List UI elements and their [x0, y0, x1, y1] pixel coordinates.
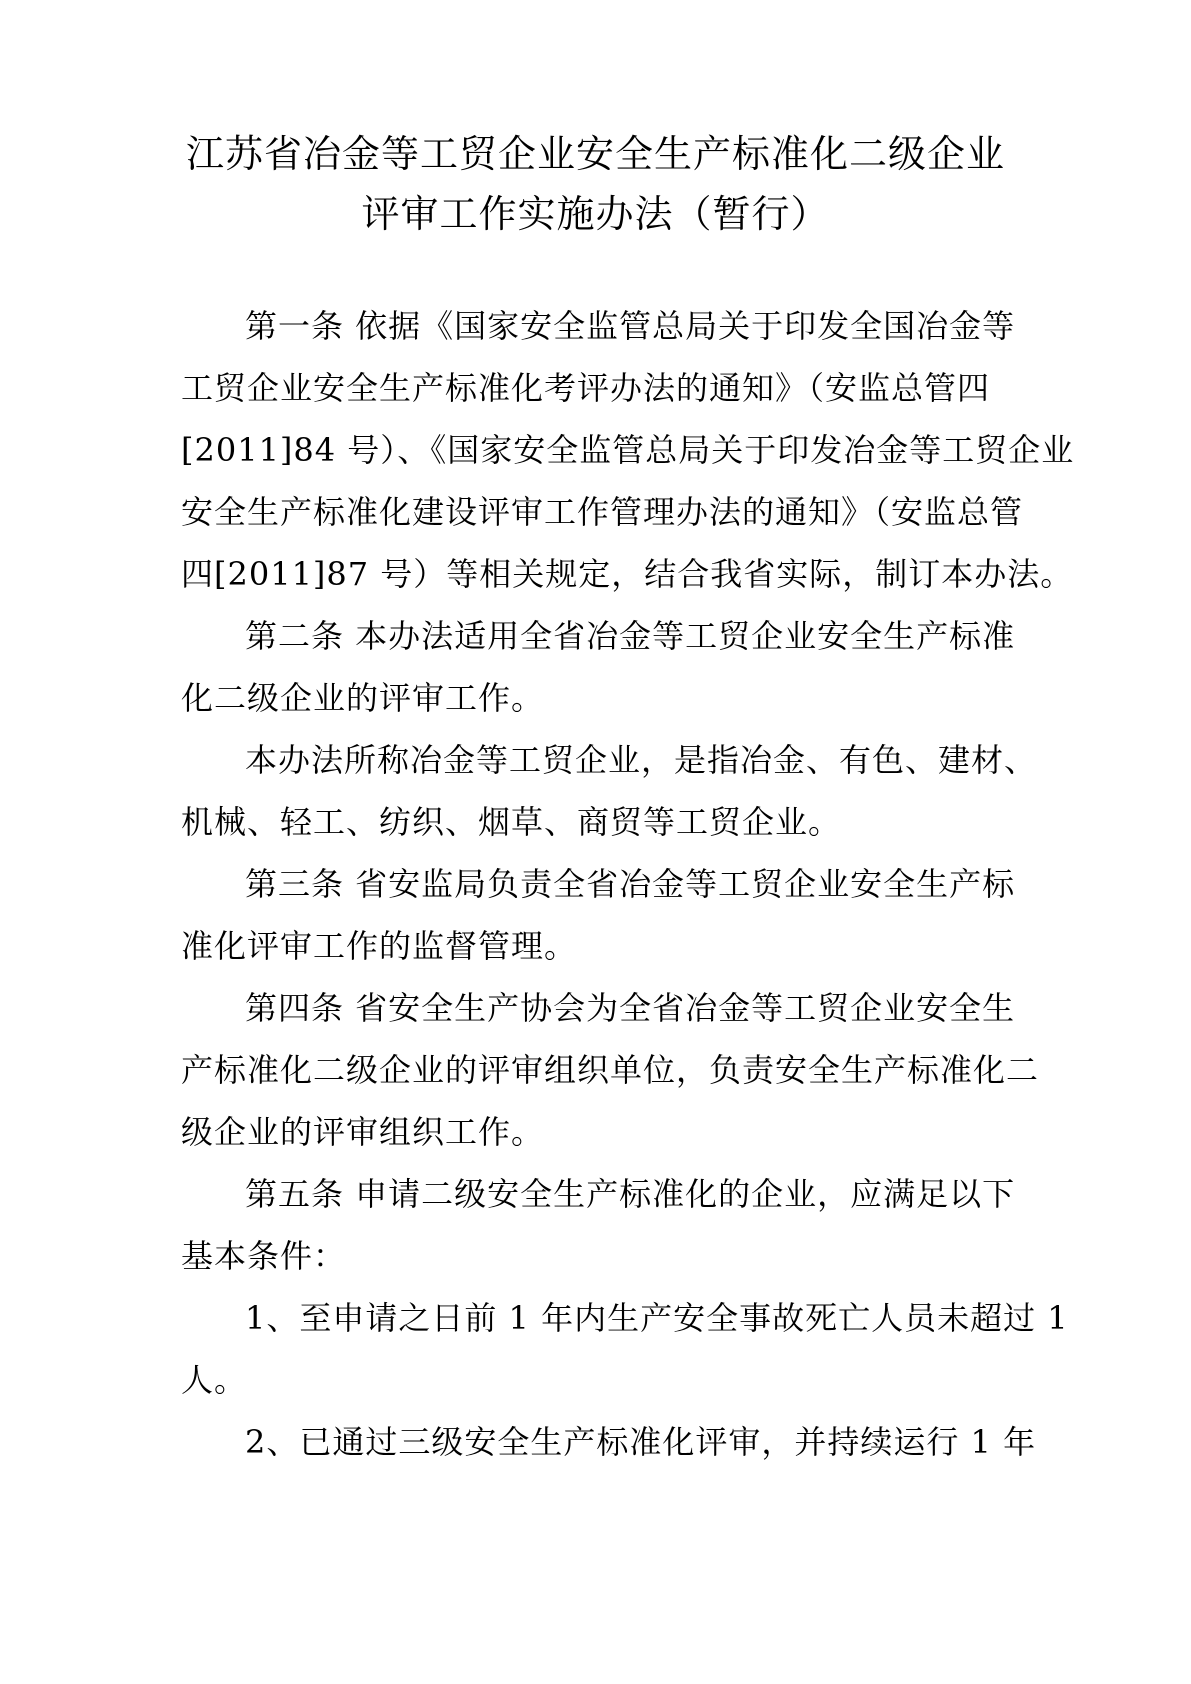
condition-1-line-1: 1、至申请之日前 1 年内生产安全事故死亡人员未超过 1 — [245, 1299, 1069, 1337]
article-1-line-3: [2011]84 号）、《国家安全监管总局关于印发冶金等工贸企业 — [181, 431, 1075, 469]
article-2-definition-line-2: 机械、轻工、纺织、烟草、商贸等工贸企业。 — [181, 803, 842, 841]
article-2-line-2: 化二级企业的评审工作。 — [181, 679, 545, 717]
article-4-line-2: 产标准化二级企业的评审组织单位，负责安全生产标准化二 — [181, 1051, 1040, 1089]
article-1-line-1: 第一条 依据《国家安全监管总局关于印发全国冶金等 — [245, 307, 1016, 345]
condition-1-line-2: 人。 — [181, 1361, 248, 1399]
article-3-line-2: 准化评审工作的监督管理。 — [181, 927, 578, 965]
document-title-line-1: 江苏省冶金等工贸企业安全生产标准化二级企业 — [185, 132, 1005, 176]
article-5-line-2: 基本条件： — [181, 1237, 347, 1275]
article-4-line-1: 第四条 省安全生产协会为全省冶金等工贸企业安全生 — [245, 989, 1016, 1027]
condition-2-line-1: 2、已通过三级安全生产标准化评审，并持续运行 1 年 — [245, 1423, 1037, 1461]
article-1-line-4: 安全生产标准化建设评审工作管理办法的通知》（安监总管 — [181, 493, 1024, 531]
article-3-line-1: 第三条 省安监局负责全省冶金等工贸企业安全生产标 — [245, 865, 1016, 903]
article-5-line-1: 第五条 申请二级安全生产标准化的企业，应满足以下 — [245, 1175, 1016, 1213]
article-1-line-2: 工贸企业安全生产标准化考评办法的通知》（安监总管四 — [181, 369, 991, 407]
document-title-line-2: 评审工作实施办法（暂行） — [361, 192, 830, 236]
article-1-line-5: 四[2011]87 号）等相关规定，结合我省实际，制订本办法。 — [181, 555, 1074, 593]
article-4-line-3: 级企业的评审组织工作。 — [181, 1113, 545, 1151]
article-2-definition-line-1: 本办法所称冶金等工贸企业，是指冶金、有色、建材、 — [245, 741, 1038, 779]
article-2-line-1: 第二条 本办法适用全省冶金等工贸企业安全生产标准 — [245, 617, 1016, 655]
